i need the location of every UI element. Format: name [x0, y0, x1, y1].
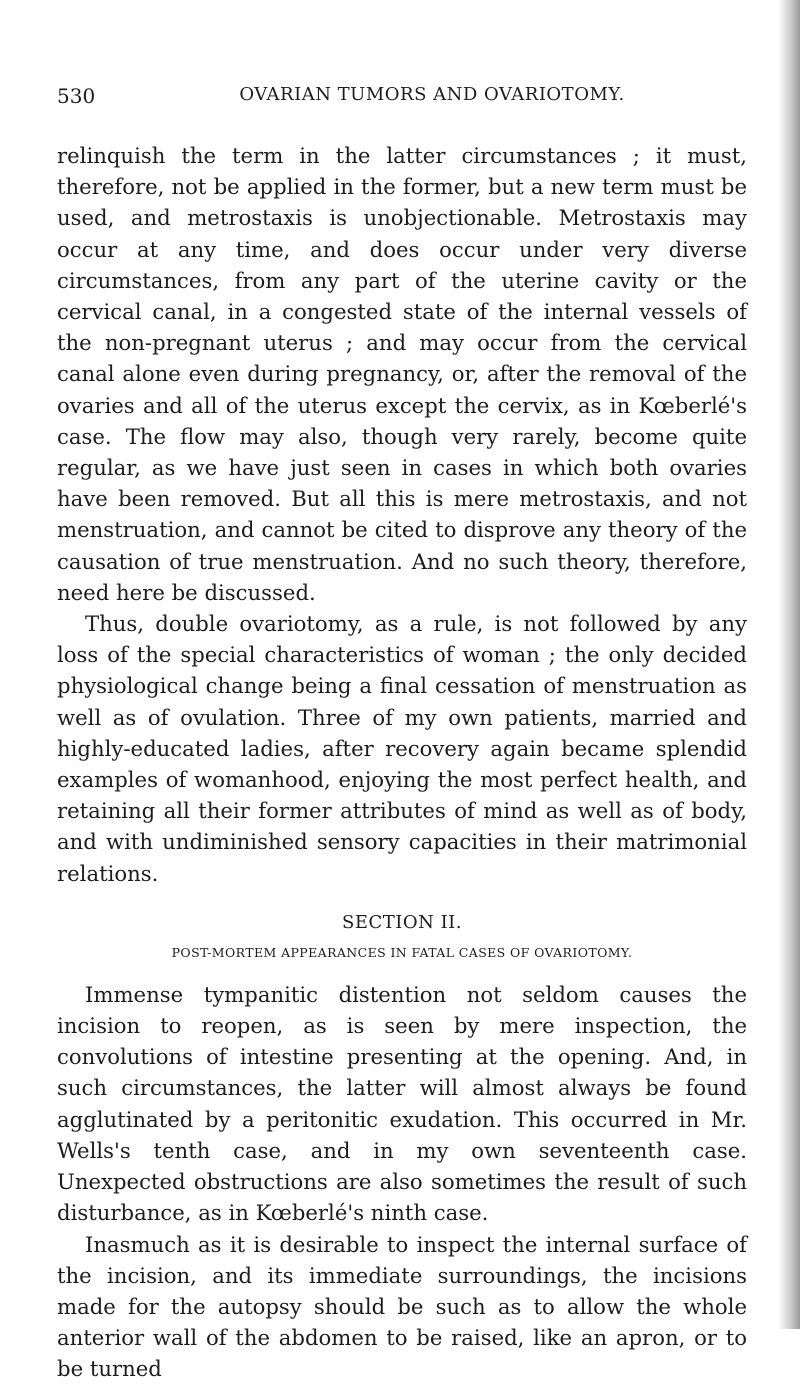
page-header: [57, 84, 747, 114]
page-number: 530: [57, 84, 96, 108]
section-subheading: POST-MORTEM APPEARANCES IN FATAL CASES OF OVARIOTOMY.: [171, 944, 633, 960]
paragraph: Inasmuch as it is desirable to inspect the internal surface of the incision, and its immediate surroundings, the incisions made for the autopsy should be such as to allow the whole anterior wall of the abdomen to be raised, like an apron, or to be turned: [57, 1231, 747, 1382]
section-heading: SECTION II.: [341, 911, 463, 933]
paragraph: Thus, double ovariotomy, as a rule, is not followed by any loss of the special characteristics of woman ; the only decided physiological change being a final cessation of menstruation as well as of ovulation. Three of my own patients, married and highly-educated ladies, after recovery again became splendid examples of womanhood, enjoying the most perfect health, and retaining all their former attributes of mind as well as of body, and with undiminished sensory capacities in their matrimonial relations.: [57, 611, 747, 886]
paragraph: Immense tympanitic distention not seldom causes the incision to reopen, as is seen by mere inspection, the convolutions of intestine presenting at the opening. And, in such circumstances, the latter will almost always be found agglutinated by a peritonitic exudation. This occurred in Mr. Wells's tenth case, and in my own seventeenth case. Unexpected obstructions are also sometimes the result of such disturbance, as in Kœberlé's ninth case.: [57, 981, 747, 1226]
page-edge-shadow: [778, 0, 800, 1329]
paragraph-continuation: relinquish the term in the latter circumstances ; it must, therefore, not be applied in the former, but a new term must be used, and metrostaxis is unobjectionable. Metrostaxis may occur at any time, and does occur under very diverse circumstances, from any part of the uterine cavity or the cervical canal, in a congested state of the internal vessels of the non-pregnant uterus ; and may occur from the cervical canal alone even during pregnancy, or, after the removal of the ovaries and all of the uterus except the cervix, as in Kœberlé's case. The flow may also, though very rarely, become quite regular, as we have just seen in cases in which both ovaries have been removed. But all this is mere metrostaxis, and not menstruation, and cannot be cited to disprove any theory of the causation of true menstruation. And no such theory, therefore, need here be discussed.: [57, 143, 747, 605]
body-text: [57, 140, 747, 1385]
running-head: OVARIAN TUMORS AND OVARIOTOMY.: [239, 84, 625, 105]
